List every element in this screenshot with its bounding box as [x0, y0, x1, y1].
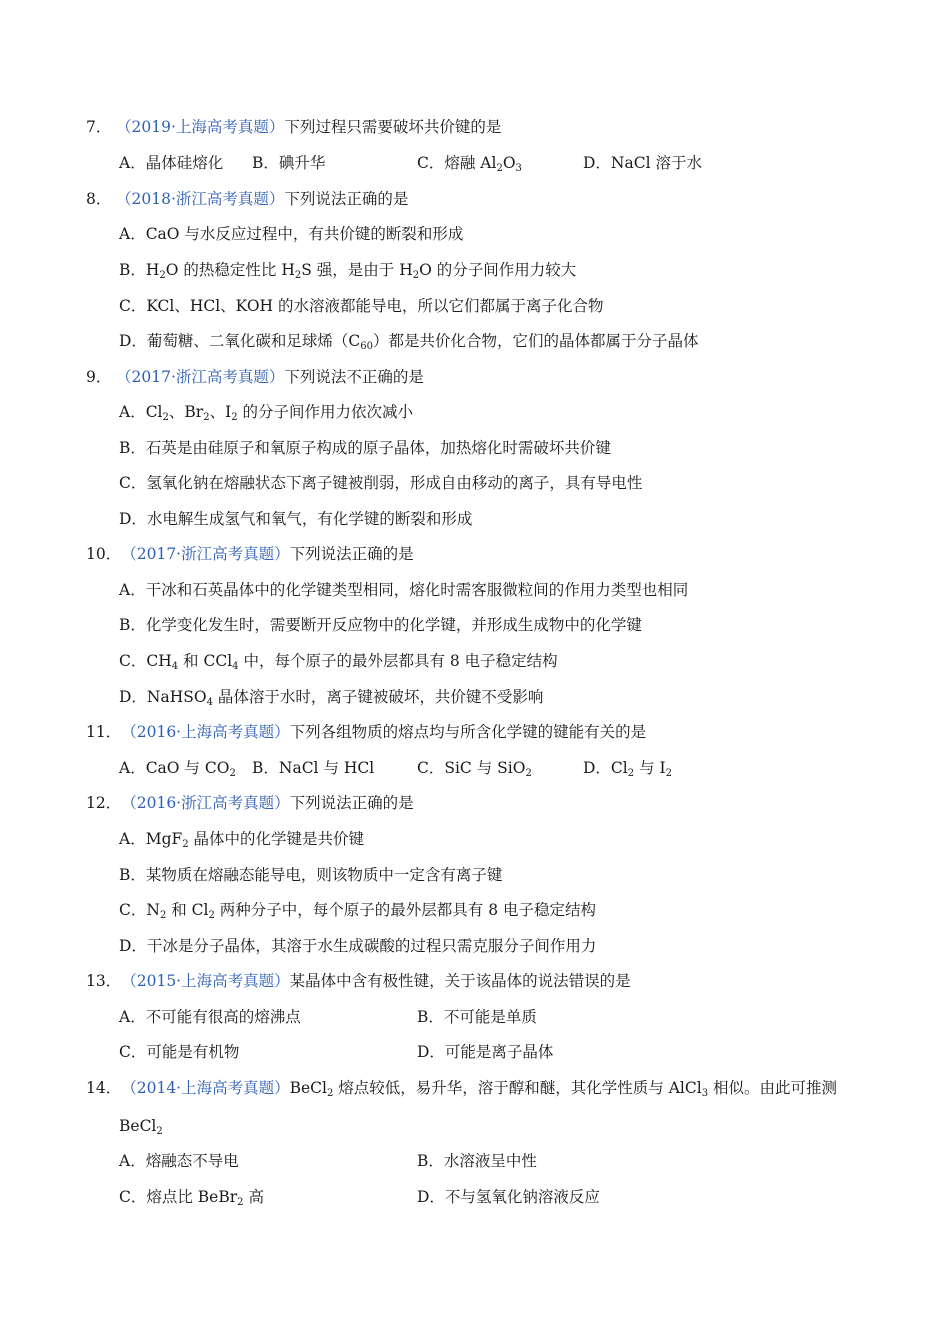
question-number: 14．	[86, 1079, 122, 1097]
option-c: C．可能是有机物	[119, 1043, 240, 1061]
question-14-stem	[86, 1077, 837, 1099]
question-source: （2015·上海高考真题）	[121, 972, 290, 990]
option-d: D．不与氢氧化钠溶液反应	[417, 1188, 600, 1206]
question-text: 下列说法正确的是	[289, 545, 414, 563]
question-source: （2017·浙江高考真题）	[121, 545, 290, 563]
option-c: C．氢氧化钠在熔融状态下离子键被削弱，形成自由移动的离子，具有导电性	[119, 474, 643, 492]
question-text: 下列说法不正确的是	[284, 368, 424, 386]
option-b: B．NaCl 与 HCl	[252, 759, 375, 777]
question-source: （2018·浙江高考真题）	[116, 190, 285, 208]
option-c: C．$CH_4$ 和 CCl$_4$ 中，每个原子的最外层都具有 8 电子稳定结构	[119, 652, 558, 672]
question-text: 下列过程只需要破坏共价键的是	[284, 118, 502, 136]
option-b: B．化学变化发生时，需要断开反应物中的化学键，并形成生成物中的化学键	[119, 616, 642, 634]
question-source: （2017·浙江高考真题）	[116, 368, 285, 386]
question-12-stem	[86, 792, 414, 814]
option-c: C．熔融 $Al_2O_3$	[417, 154, 522, 174]
option-b: B．某物质在熔融态能导电，则该物质中一定含有离子键	[119, 866, 503, 884]
question-10-stem	[86, 543, 414, 565]
question-text: BeCl$_2$ 熔点较低，易升华，溶于醇和醚，其化学性质与 AlCl$_3$ 相似。由此可推测	[289, 1079, 838, 1099]
option-a: A．晶体硅熔化	[119, 154, 224, 172]
question-8-stem	[86, 188, 408, 210]
option-c: C．$N_2$ 和 $Cl_2$ 两种分子中，每个原子的最外层都具有 8 电子稳定结构	[119, 901, 597, 921]
question-text: 某晶体中含有极性键，关于该晶体的说法错误的是	[289, 972, 631, 990]
question-number: 13．	[86, 972, 122, 990]
option-c: C．SiC 与 SiO$_2$	[417, 759, 532, 779]
question-number: 9．	[86, 368, 112, 386]
option-d: D．葡萄糖、二氧化碳和足球烯$(C_{60})$都是共价化合物，它们的晶体都属于分子晶体	[119, 332, 699, 352]
question-number: 7．	[86, 118, 112, 136]
question-text: 下列说法正确的是	[289, 794, 414, 812]
option-d: D．可能是离子晶体	[417, 1043, 554, 1061]
option-d: D．水电解生成氢气和氧气，有化学键的断裂和形成	[119, 510, 473, 528]
question-14-stem-continued: BeCl$_2$	[119, 1117, 163, 1137]
option-b: B．石英是由硅原子和氧原子构成的原子晶体，加热熔化时需破坏共价键	[119, 439, 611, 457]
option-d: D．NaHSO$_4$ 晶体溶于水时，离子键被破坏，共价键不受影响	[119, 688, 544, 708]
option-a: A．干冰和石英晶体中的化学键类型相同，熔化时需客服微粒间的作用力类型也相同	[119, 581, 689, 599]
question-number: 8．	[86, 190, 112, 208]
option-a: A．不可能有很高的熔沸点	[119, 1008, 301, 1026]
question-number: 12．	[86, 794, 122, 812]
option-a: A．CaO 与水反应过程中，有共价键的断裂和形成	[119, 225, 464, 243]
question-source: （2014·上海高考真题）	[121, 1079, 290, 1097]
option-d: D．$Cl_2$ 与 $I_2$	[583, 759, 672, 779]
option-d: D．干冰是分子晶体，其溶于水生成碳酸的过程只需克服分子间作用力	[119, 937, 597, 955]
option-a: A．$Cl_2$、$Br_2$、$I_2$ 的分子间作用力依次减小	[119, 403, 414, 423]
option-b: B．碘升华	[252, 154, 326, 172]
question-source: （2016·浙江高考真题）	[121, 794, 290, 812]
question-source: （2019·上海高考真题）	[116, 118, 285, 136]
option-c: C．KCl、HCl、KOH 的水溶液都能导电，所以它们都属于离子化合物	[119, 297, 604, 315]
question-number: 11．	[86, 723, 122, 741]
question-13-stem	[86, 970, 631, 992]
option-b: B．不可能是单质	[417, 1008, 537, 1026]
option-b: B．水溶液呈中性	[417, 1152, 537, 1170]
option-a: A．MgF$_2$ 晶体中的化学键是共价键	[119, 830, 365, 850]
option-a: A．熔融态不导电	[119, 1152, 239, 1170]
question-7-stem	[86, 116, 501, 138]
option-a: A．CaO 与 $CO_2$	[119, 759, 236, 779]
option-d: D．NaCl 溶于水	[583, 154, 702, 172]
question-9-stem	[86, 366, 424, 388]
question-text: 下列各组物质的熔点均与所含化学键的键能有关的是	[289, 723, 647, 741]
option-c: C．熔点比 BeBr$_2$ 高	[119, 1188, 264, 1208]
question-source: （2016·上海高考真题）	[121, 723, 290, 741]
question-11-stem	[86, 721, 646, 743]
question-number: 10．	[86, 545, 122, 563]
question-text: 下列说法正确的是	[284, 190, 409, 208]
option-b: B．$H_2O$ 的热稳定性比 $H_2S$ 强，是由于 $H_2O$ 的分子间作用力较大	[119, 261, 577, 281]
